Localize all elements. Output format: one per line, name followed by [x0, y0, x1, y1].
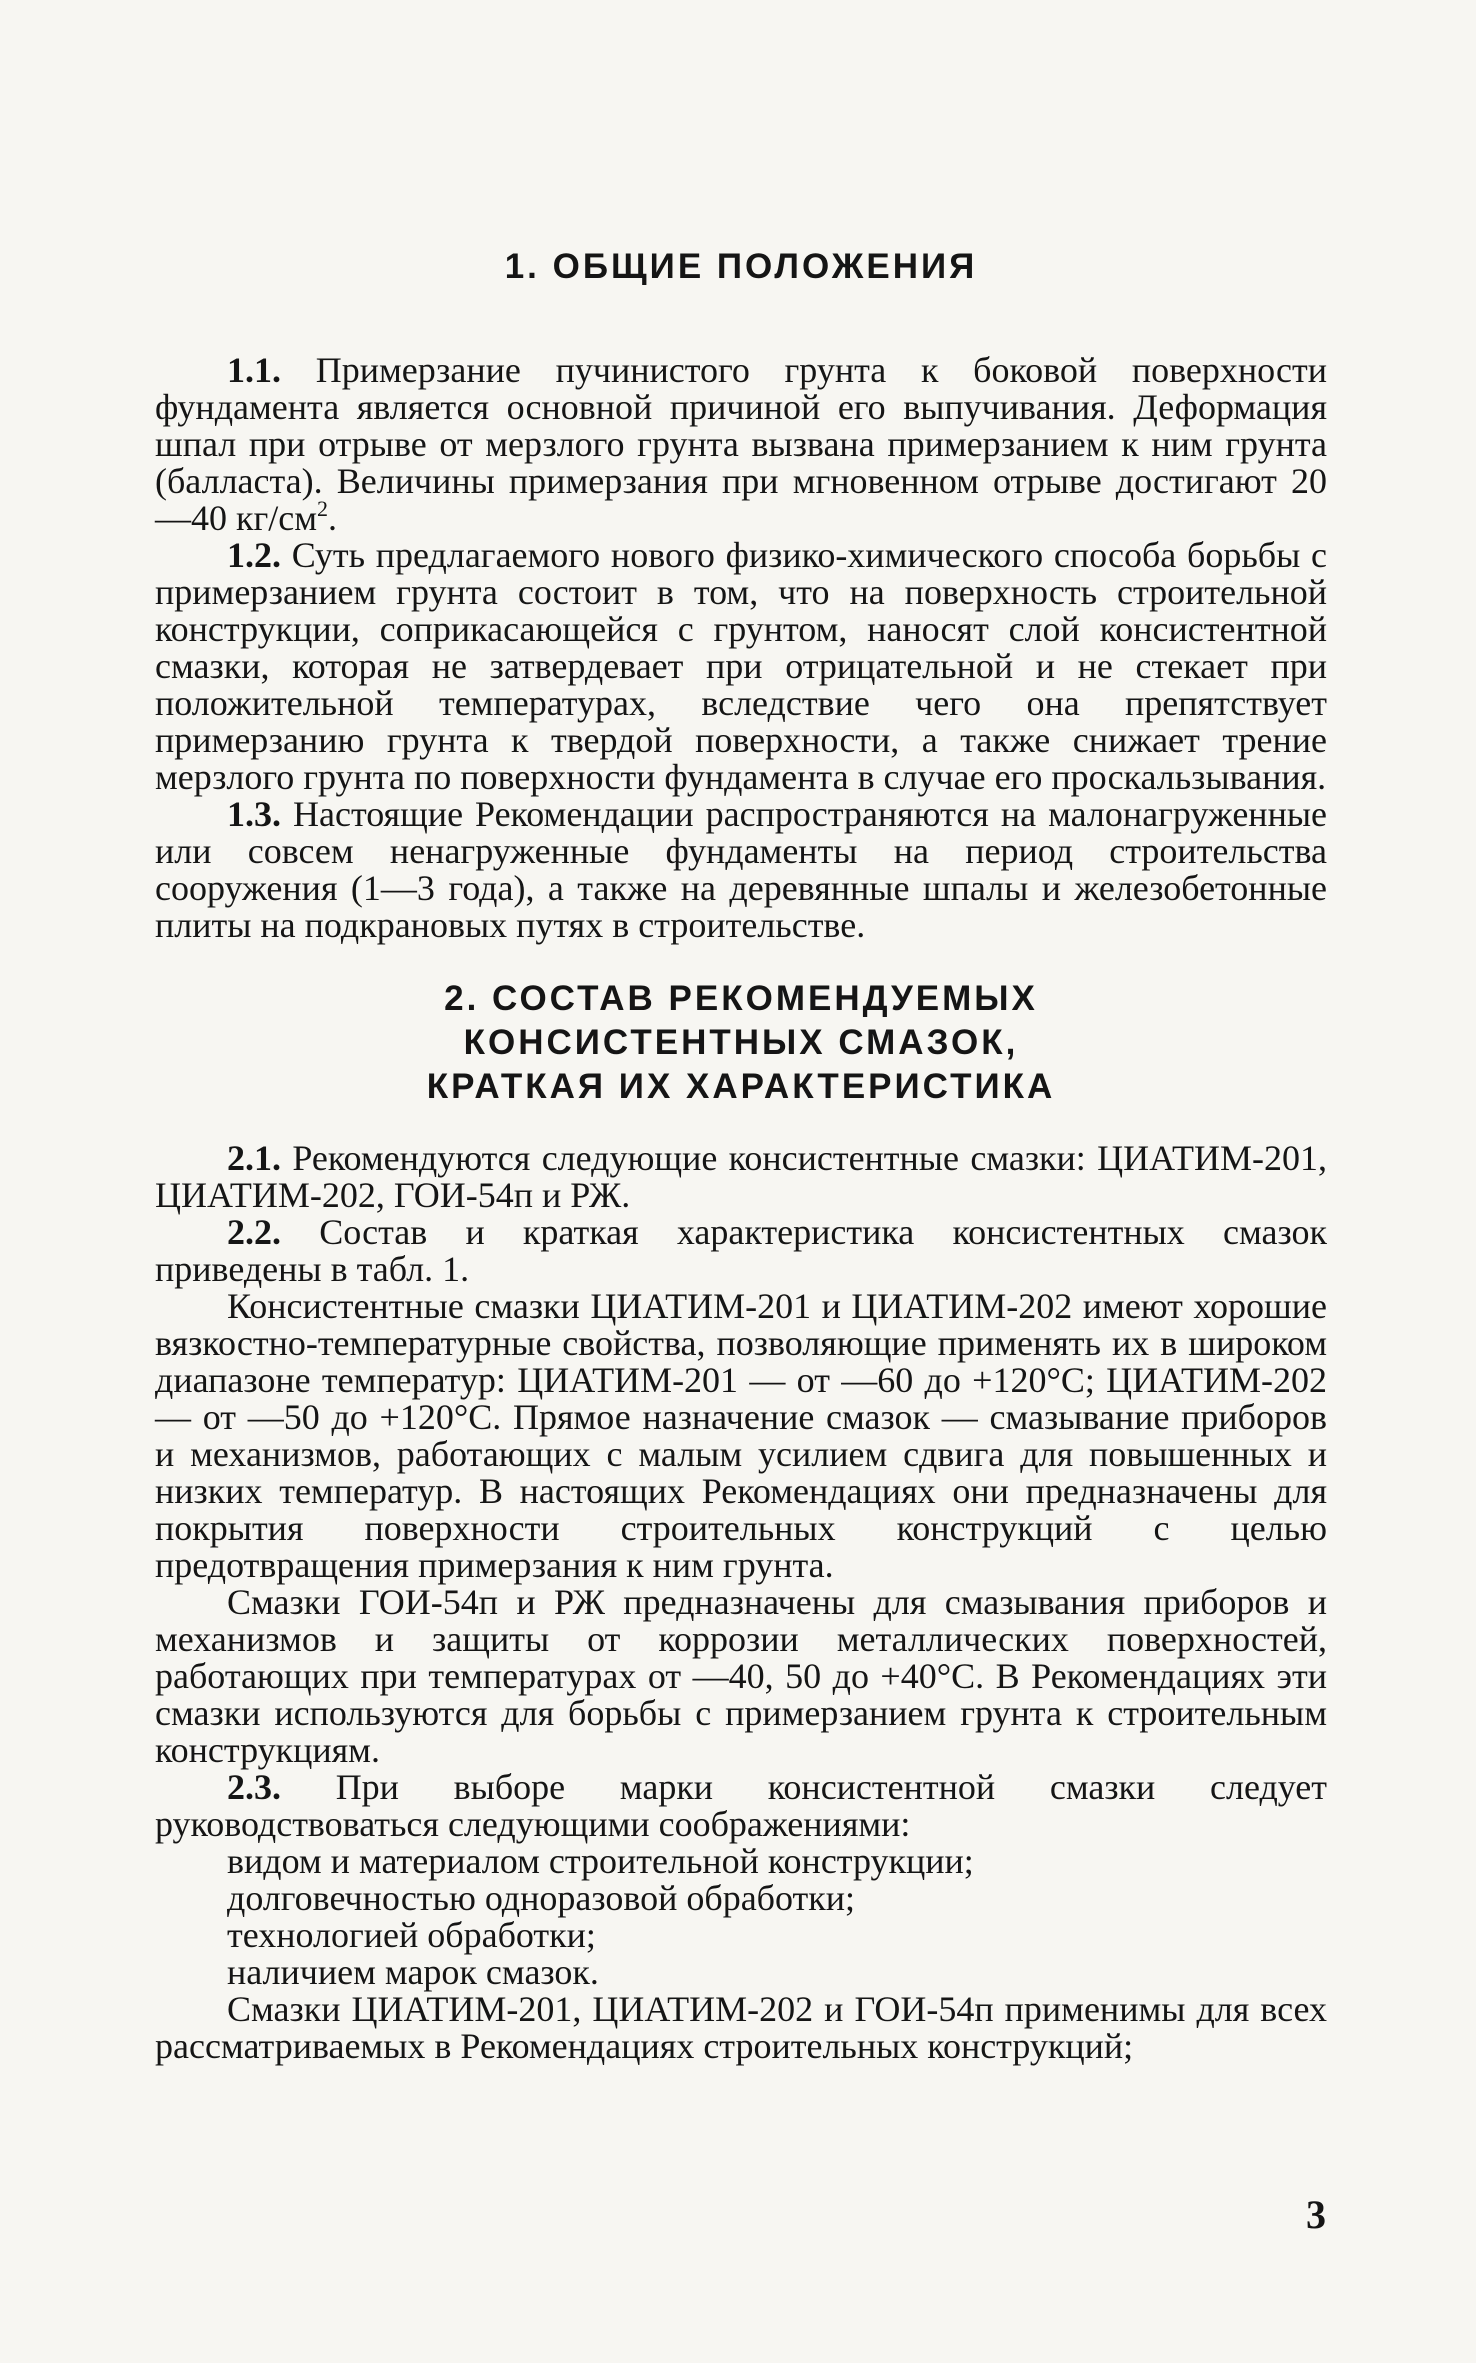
paragraph-text: Состав и краткая характеристика консистентных смазок приведены в табл. 1.	[155, 1212, 1327, 1289]
section-2-heading-line-2: КОНСИСТЕНТНЫХ СМАЗОК,	[463, 1023, 1019, 1062]
paragraph-2-1	[155, 1140, 1327, 1214]
paragraph-text: Рекомендуются следующие консистентные смазки: ЦИАТИМ-201, ЦИАТИМ-202, ГОИ-54п и РЖ.	[155, 1138, 1327, 1215]
paragraph-number: 1.1.	[227, 350, 281, 390]
list-item: видом и материалом строительной конструкции;	[227, 1841, 974, 1881]
paragraph-2-3	[155, 1769, 1327, 1843]
paragraph-text: Настоящие Рекомендации распространяются на малонагруженные или совсем ненагруженные фундаменты на период строительства сооружения (1—3 года), а также на деревянные шпалы и железобетонные плиты на подкрановых путях в строительстве.	[155, 794, 1327, 945]
list-item: долговечностью одноразовой обработки;	[227, 1878, 856, 1918]
document-page	[155, 245, 1327, 2065]
paragraph-number: 2.2.	[227, 1212, 281, 1252]
paragraph-text: При выборе марки консистентной смазки следует руководствоваться следующими соображениями:	[155, 1767, 1327, 1844]
paragraph-text: Суть предлагаемого нового физико-химического способа борьбы с примерзанием грунта состоит в том, что на поверхность строительной конструкции, соприкасающейся с грунтом, наносят слой консистентной смазки, которая не затвердевает при отрицательной и не стекает при положительной температурах, вследствие чего она препятствует примерзанию грунта к твердой поверхности, а также снижает трение мерзлого грунта по поверхности фундамента в случае его проскальзывания.	[155, 535, 1327, 797]
list-item: технологией обработки;	[227, 1915, 596, 1955]
paragraph-1-3	[155, 796, 1327, 944]
paragraph-1-1	[155, 352, 1327, 537]
paragraph-text: Примерзание пучинистого грунта к боковой поверхности фундамента является основной причиной его выпучивания. Деформация шпал при отрыве от мерзлого грунта вызвана примерзанием к ним грунта (балласта). Величины примерзания при мгновенном отрыве достигают 20—40 кг/см	[155, 350, 1327, 538]
section-2-heading-line-1: 2. СОСТАВ РЕКОМЕНДУЕМЫХ	[444, 979, 1038, 1018]
paragraph-2-3-applicability: Смазки ЦИАТИМ-201, ЦИАТИМ-202 и ГОИ-54п применимы для всех рассматриваемых в Рекомендациях строительных конструкций;	[155, 1989, 1327, 2066]
page-number: 3	[1306, 2192, 1326, 2237]
paragraph-2-2-goi: Смазки ГОИ-54п и РЖ предназначены для смазывания приборов и механизмов и защиты от коррозии металлических поверхностей, работающих при температурах от —40, 50 до +40°С. В Рекомендациях эти смазки используются для борьбы с примерзанием грунта к строительным конструкциям.	[155, 1582, 1327, 1770]
section-2-heading-line-3: КРАТКАЯ ИХ ХАРАКТЕРИСТИКА	[426, 1067, 1056, 1106]
paragraph-number: 1.2.	[227, 535, 281, 575]
paragraph-number: 2.3.	[227, 1767, 281, 1807]
list-item: наличием марок смазок.	[227, 1952, 599, 1992]
paragraph-number: 1.3.	[227, 794, 281, 834]
section-2-heading	[155, 977, 1327, 1109]
paragraph-2-2	[155, 1214, 1327, 1288]
paragraph-2-2-properties: Консистентные смазки ЦИАТИМ-201 и ЦИАТИМ-202 имеют хорошие вязкостно-температурные свойства, позволяющие применять их в широком диапазоне температур: ЦИАТИМ-201 — от —60 до +120°С; ЦИАТИМ-202 — от —50 до +120°С. Прямое назначение смазок — смазывание приборов и механизмов, работающих с малым усилием сдвига для повышенных и низких температур. В настоящих Рекомендациях они предназначены для покрытия поверхности строительных конструкций с целью предотвращения примерзания к ним грунта.	[155, 1286, 1327, 1585]
section-1-heading: 1. ОБЩИЕ ПОЛОЖЕНИЯ	[504, 247, 978, 286]
paragraph-1-2	[155, 537, 1327, 796]
superscript: 2	[317, 496, 329, 521]
paragraph-number: 2.1.	[227, 1138, 281, 1178]
paragraph-end: .	[328, 498, 338, 538]
